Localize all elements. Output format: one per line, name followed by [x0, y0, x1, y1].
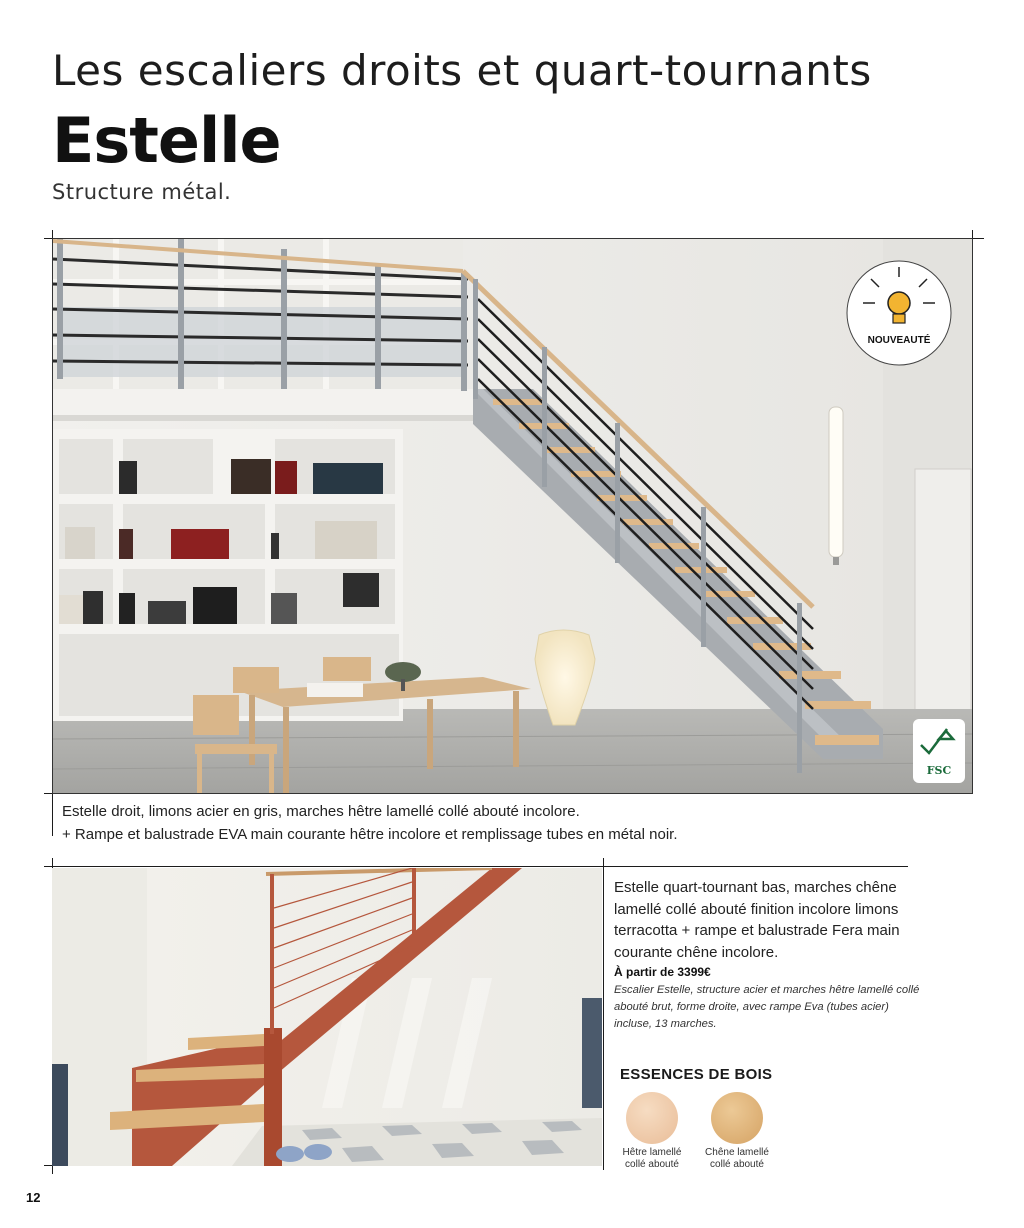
page-title: Estelle — [52, 104, 281, 177]
wood-swatch-label: Hêtre lamellé collé abouté — [622, 1147, 682, 1170]
wood-swatch-hetre — [626, 1092, 678, 1144]
page-number: 12 — [26, 1190, 41, 1205]
main-caption — [62, 800, 962, 846]
quarter-turn-staircase-photo — [52, 868, 602, 1166]
caption-line: + Rampe et balustrade EVA main courante hêtre incolore et remplissage tubes en métal noir. — [62, 826, 678, 843]
caption-line: Estelle droit, limons acier en gris, marches hêtre lamellé collé abouté incolore. — [62, 803, 580, 820]
wood-swatch-chene — [711, 1092, 763, 1144]
crop-line — [44, 866, 908, 867]
crop-line — [52, 858, 53, 868]
page-subtitle: Structure métal. — [52, 180, 232, 204]
fsc-label: FSC — [926, 764, 952, 777]
price: À partir de 3399€ — [614, 965, 711, 979]
page-supertitle: Les escaliers droits et quart-tournants — [52, 46, 872, 95]
quarter-turn-description: Estelle quart-tournant bas, marches chêne lamellé collé abouté finition incolore limons terracotta + rampe et balustrade Fera main courante chêne incolore. — [614, 879, 900, 961]
wood-essences-title: ESSENCES DE BOIS — [620, 1066, 773, 1083]
new-badge — [847, 261, 951, 365]
caption-rule — [52, 794, 53, 836]
main-staircase-photo — [52, 238, 973, 794]
badge-label: NOUVEAUTÉ — [867, 335, 931, 346]
crop-line — [603, 858, 604, 1170]
wood-swatch-label: Chêne lamellé collé abouté — [705, 1147, 769, 1170]
price-note: Escalier Estelle, structure acier et marches hêtre lamellé collé abouté brut, forme droite, avec rampe Eva (tubes acier) incluse, 13 marches. — [614, 984, 920, 1030]
